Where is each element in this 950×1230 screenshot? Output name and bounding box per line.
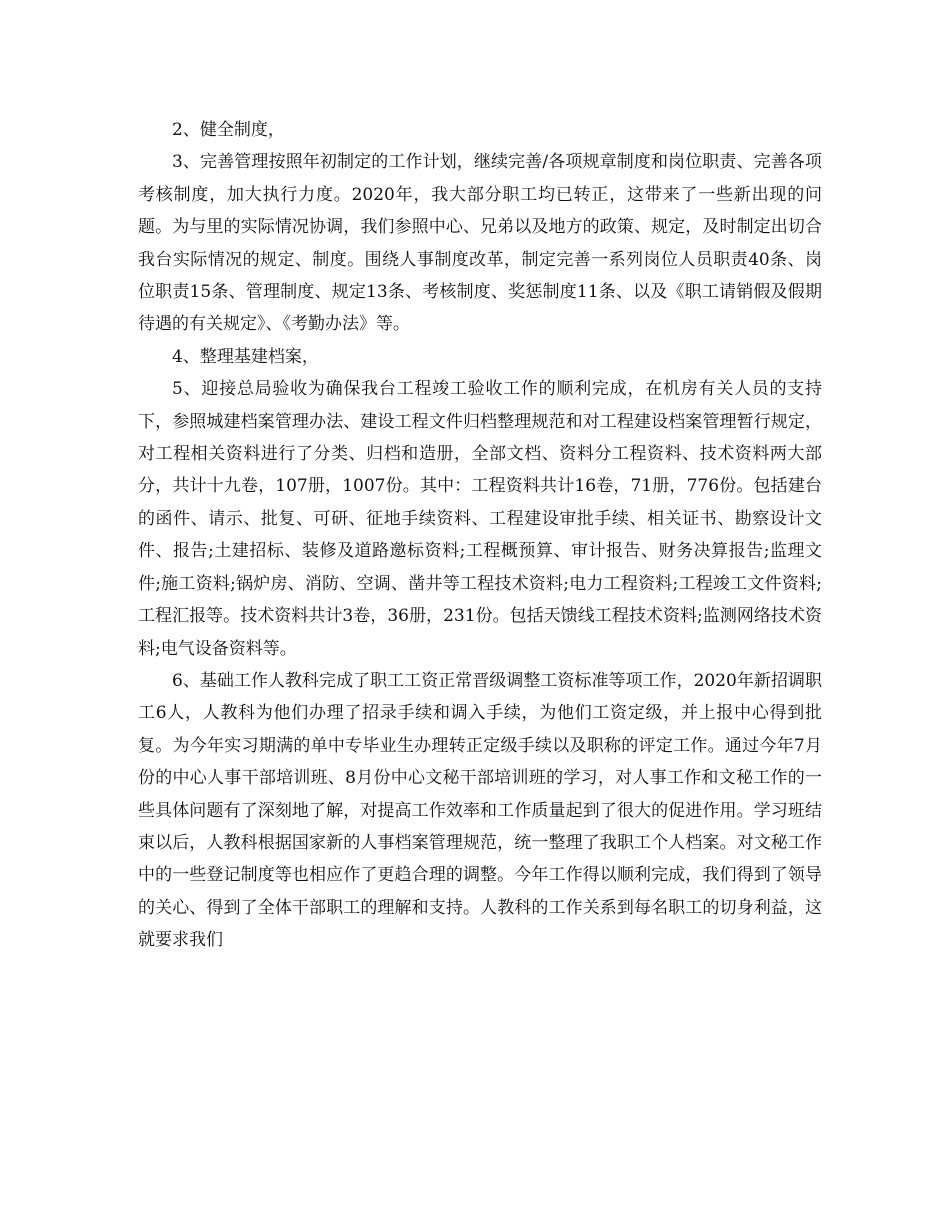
paragraph-item-3: 3、完善管理按照年初制定的工作计划，继续完善/各项规章制度和岗位职责、完善各项考核制度，加大执行力度。2020年，我大部分职工均已转正，这带来了一些新出现的问题。为与里的实际情况协调，我们参照中心、兄弟以及地方的政策、规定，及时制定出切合我台实际情况的规定、制度。围绕人事制度改革，制定完善一系列岗位人员职责40条、岗位职责15条、管理制度、规定13条、考核制度、奖惩制度11条、以及《职工请销假及假期待遇的有关规定》、《考勤办法》等。 — [138, 152, 822, 335]
paragraph-item-5: 5、迎接总局验收为确保我台工程竣工验收工作的顺利完成，在机房有关人员的支持下，参照城建档案管理办法、建设工程文件归档整理规范和对工程建设档案管理暂行规定，对工程相关资料进行了分类、归档和造册，全部文档、资料分工程资料、技术资料两大部分，共计十九卷，107册，1007份。其中：工程资料共计16卷，71册，776份。包括建台的函件、请示、批复、可研、征地手续资料、工程建设审批手续、相关证书、勘察设计文件、报告;土建招标、装修及道路邀标资料;工程概预算、审计报告、财务决算报告;监理文件;施工资料;锅炉房、消防、空调、凿井等工程技术资料;电力工程资料;工程竣工文件资料;工程汇报等。技术资料共计3卷，36册，231份。包括天馈线工程技术资料;监测网络技术资料;电气设备资料等。 — [138, 379, 822, 659]
paragraph-item-6: 6、基础工作人教科完成了职工工资正常晋级调整工资标准等项工作，2020年新招调职工6人，人教科为他们办理了招录手续和调入手续，为他们工资定级，并上报中心得到批复。为今年实习期满的单中专毕业生办理转正定级手续以及职称的评定工作。通过今年7月份的中心人事干部培训班、8月份中心文秘干部培训班的学习，对人事工作和文秘工作的一些具体问题有了深刻地了解，对提高工作效率和工作质量起到了很大的促进作用。学习班结束以后，人教科根据国家新的人事档案管理规范，统一整理了我职工个人档案。对文秘工作中的一些登记制度等也相应作了更趋合理的调整。今年工作得以顺利完成，我们得到了领导的关心、得到了全体干部职工的理解和支持。人教科的工作关系到每名职工的切身利益，这就要求我们 — [138, 670, 822, 951]
document-body — [138, 114, 822, 957]
paragraph-item-2: 2、健全制度， — [172, 120, 285, 140]
paragraph-item-4: 4、整理基建档案， — [172, 346, 319, 367]
